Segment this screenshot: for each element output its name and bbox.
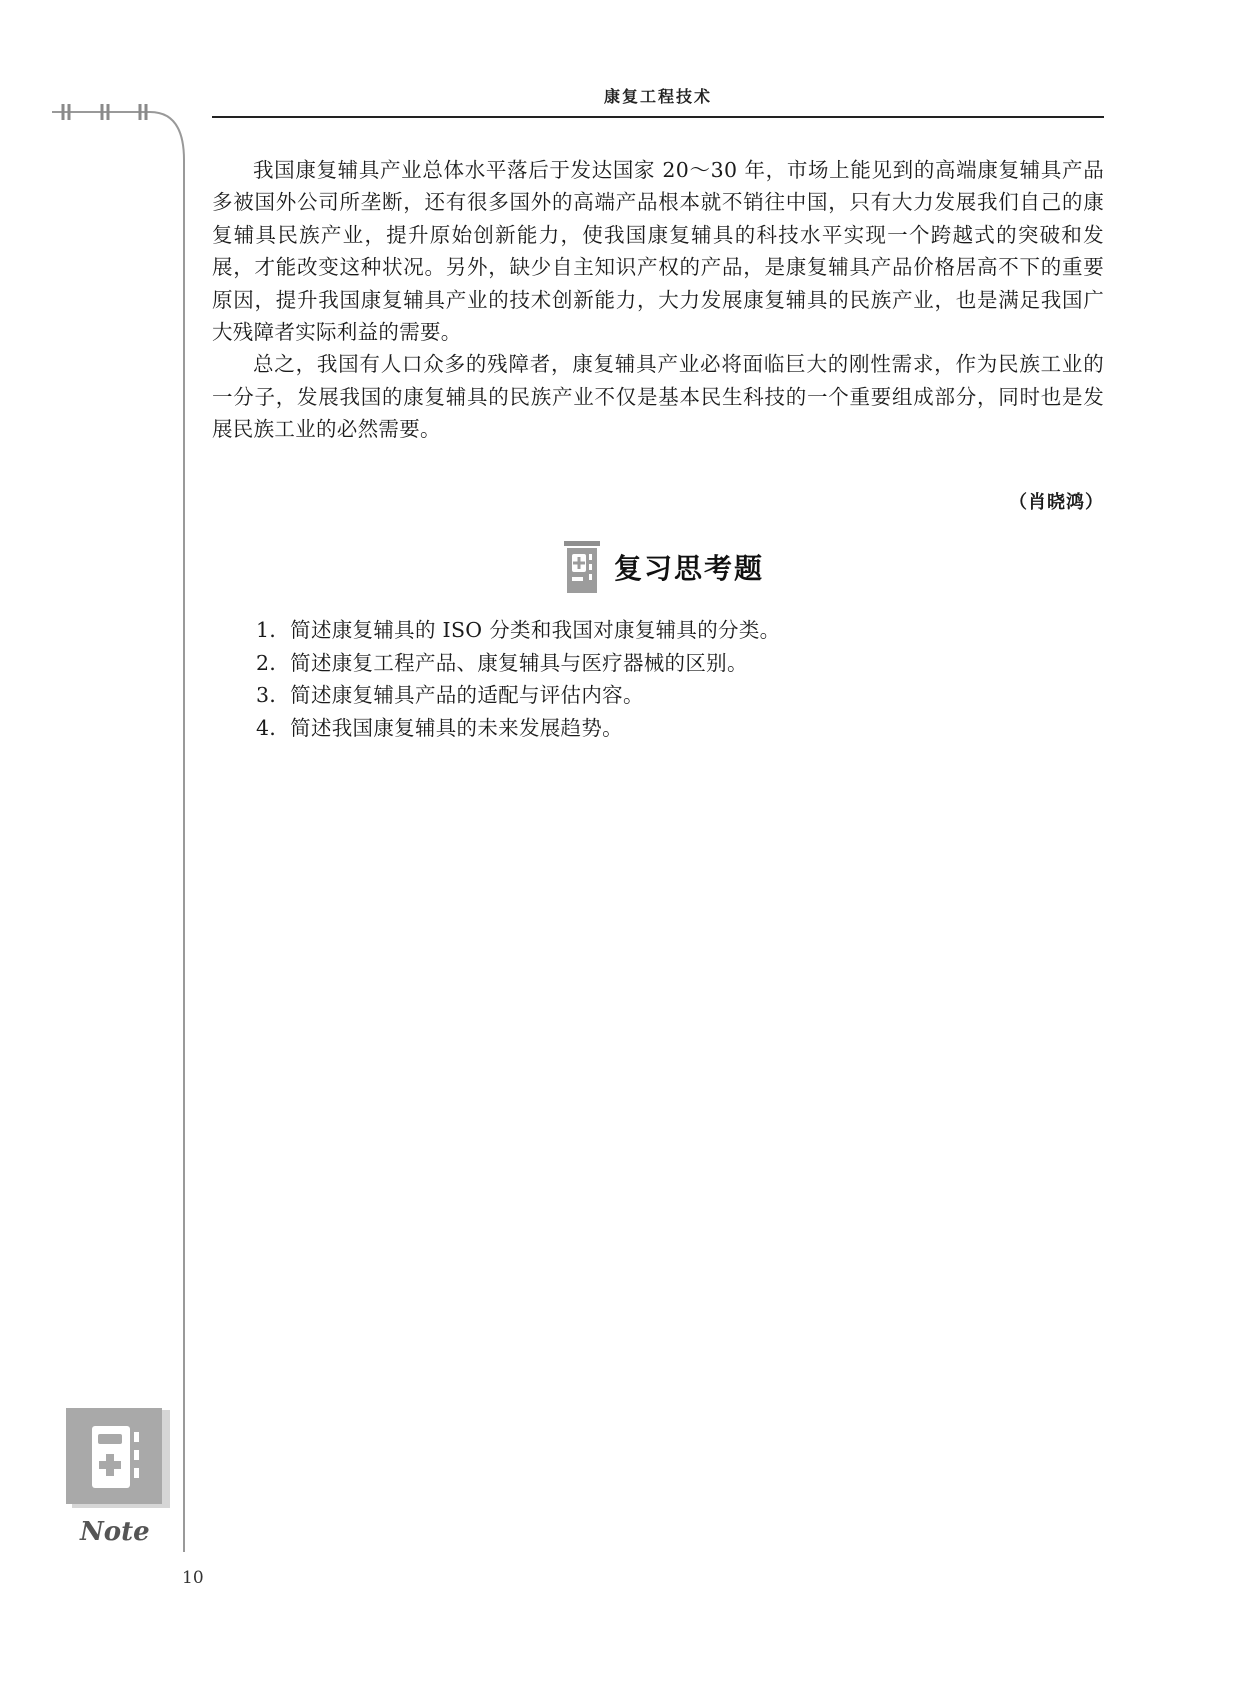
list-item: 1．简述康复辅具的 ISO 分类和我国对康复辅具的分类。 — [256, 618, 781, 642]
list-item: 3．简述康复辅具产品的适配与评估内容。 — [256, 683, 644, 707]
clipboard-cross-icon — [562, 541, 602, 593]
question-list — [256, 614, 1096, 744]
review-heading — [562, 540, 764, 594]
list-item: 4．简述我国康复辅具的未来发展趋势。 — [256, 715, 623, 740]
note-label: Note — [80, 1517, 150, 1547]
header-rule — [212, 116, 1104, 118]
paragraph: 总之，我国有人口众多的残障者，康复辅具产业必将面临巨大的刚性需求，作为民族工业的一分子，发展我国的康复辅具的民族产业不仅是基本民生科技的一个重要组成部分，同时也是发展民族工业的必然需要。 — [212, 352, 1104, 442]
paragraph: 我国康复辅具产业总体水平落后于发达国家 20～30 年，市场上能见到的高端康复辅具产品多被国外公司所垄断，还有很多国外的高端产品根本就不销往中国，只有大力发展我们自己的康复辅具民族产业，提升原始创新能力，使我国康复辅具的科技水平实现一个跨越式的突破和发展，才能改变这种状况。另外，缺少自主知识产权的产品，是康复辅具产品价格居高不下的重要原因，提升我国康复辅具产业的技术创新能力，大力发展康复辅具的民族产业，也是满足我国广大残障者实际利益的需要。 — [212, 158, 1104, 345]
note-icon — [62, 1408, 172, 1554]
running-head: 康复工程技术 — [603, 87, 712, 106]
review-title: 复习思考题 — [614, 552, 765, 585]
author-credit: （肖晓鸿） — [1009, 492, 1104, 513]
margin-ornament — [0, 0, 200, 1560]
list-item: 2．简述康复工程产品、康复辅具与医疗器械的区别。 — [256, 650, 748, 675]
page-number: 10 — [182, 1568, 204, 1588]
body-text — [212, 154, 1104, 446]
